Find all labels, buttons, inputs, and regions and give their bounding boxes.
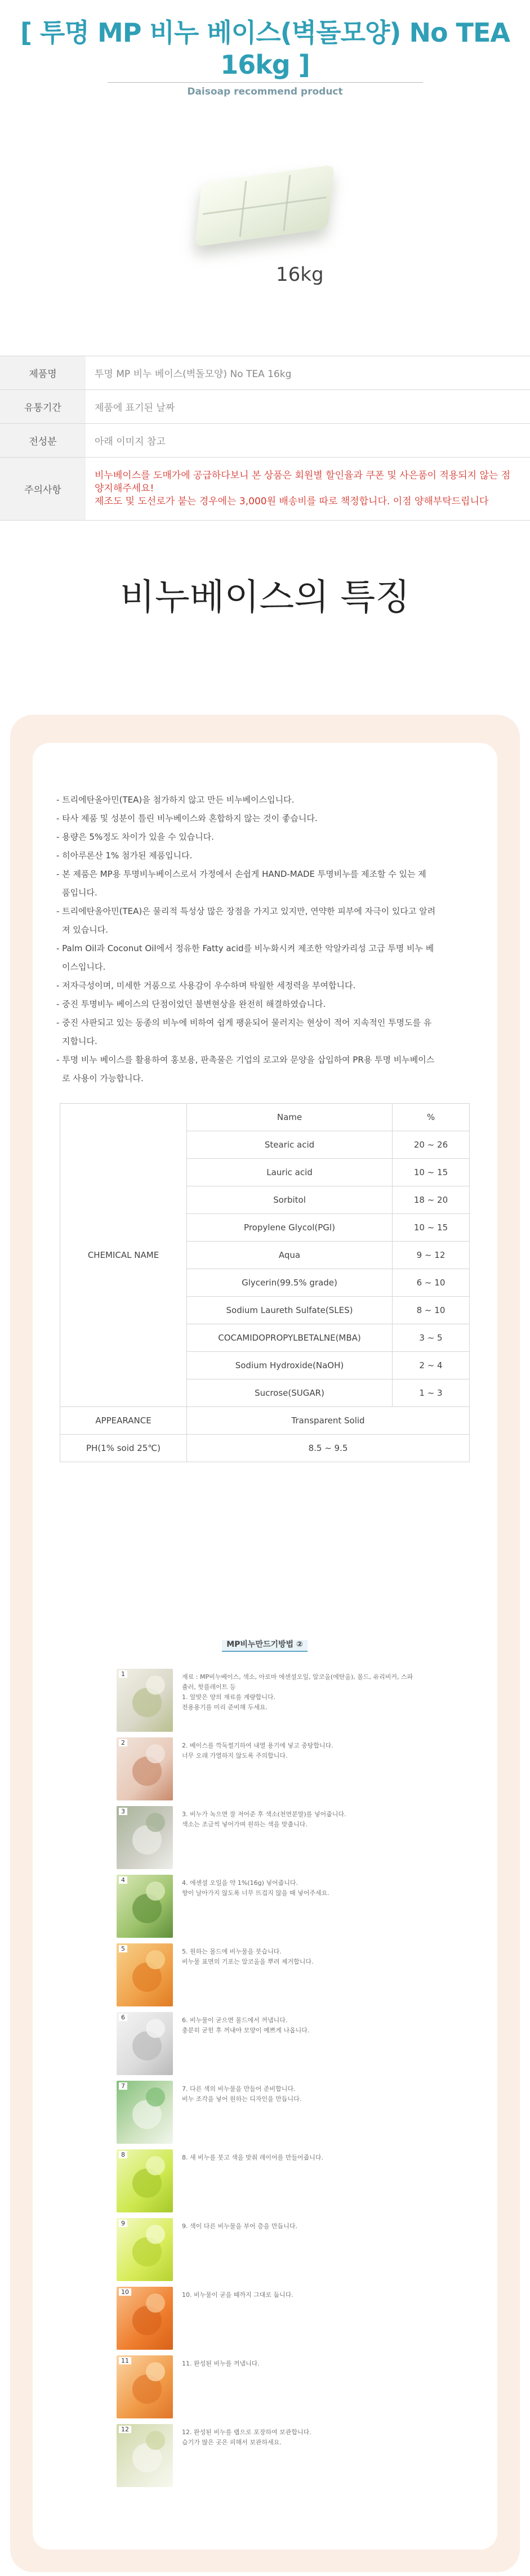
feature-item: 지합니다. — [62, 1036, 97, 1046]
appearance-row — [60, 1407, 470, 1435]
ingredient-name: Sodium Laureth Sulfate(SLES) — [187, 1297, 393, 1324]
step-photo — [117, 2424, 173, 2487]
info-key: 전성분 — [0, 424, 86, 458]
page-title: [ 투명 MP 비누 베이스(벽돌모양) No TEA 16kg ] — [20, 17, 510, 80]
step-description: 11. 완성된 비누를 꺼냅니다. — [182, 2360, 260, 2367]
step-description: 4. 에센셜 오일을 약 1%(16g) 넣어줍니다. 향이 날아가지 않도록 너무 뜨겁지 않을 때 넣어주세요. — [182, 1879, 329, 1897]
step-photo — [117, 1943, 173, 2006]
info-value: 제품에 표기된 날짜 — [86, 390, 530, 424]
ingredient-name: Sorbitol — [187, 1186, 393, 1214]
features-heading: 비누베이스의 특징 — [120, 577, 410, 619]
product-soap-image — [195, 165, 335, 247]
ingredient-pct: 10 ~ 15 — [393, 1159, 470, 1186]
appearance-value: Transparent Solid — [187, 1407, 470, 1435]
step-photo — [117, 1669, 173, 1732]
step-number: 9 — [119, 2220, 127, 2227]
method-title — [207, 1635, 322, 1653]
ingredient-pct: 10 ~ 15 — [393, 1214, 470, 1242]
method-step — [117, 2081, 421, 2144]
step-photo — [117, 2012, 173, 2075]
ingredient-pct: 2 ~ 4 — [393, 1352, 470, 1379]
info-key: 제품명 — [0, 356, 86, 390]
ph-label: PH(1% soid 25℃) — [60, 1435, 187, 1462]
step-photo — [117, 2287, 173, 2350]
step-number: 11 — [119, 2357, 131, 2364]
method-step — [117, 1875, 421, 1938]
appearance-label: APPEARANCE — [60, 1407, 187, 1435]
info-caution-value: 비누베이스를 도매가에 공급하다보니 본 상품은 회원별 할인율과 쿠폰 및 사은품이 적용되지 않는 점 양지해주세요! 제조도 및 도선로가 붙는 경우에는 3,000원 배송비를 따로 책정합니다. 이점 양해부탁드립니다 — [86, 458, 530, 521]
method-step — [117, 2149, 421, 2212]
feature-item: - 타사 제품 및 성분이 틀린 비누베이스와 혼합하지 않는 것이 좋습니다. — [56, 813, 318, 823]
ingredient-pct: 9 ~ 12 — [393, 1242, 470, 1269]
feature-item: - 트리에탄올아민(TEA)을 첨가하지 않고 만든 비누베이스입니다. — [56, 795, 295, 805]
step-number: 12 — [119, 2426, 131, 2433]
feature-item: 품입니다. — [62, 888, 97, 898]
step-number: 5 — [119, 1945, 127, 1952]
ingredient-name: Glycerin(99.5% grade) — [187, 1269, 393, 1297]
method-step — [117, 1806, 421, 1869]
product-weight-label: 16kg — [276, 263, 324, 286]
step-photo — [117, 2355, 173, 2418]
step-number: 10 — [119, 2288, 131, 2296]
ingredient-pct: 3 ~ 5 — [393, 1324, 470, 1352]
step-photo — [117, 1806, 173, 1869]
ingredients-header-row — [60, 1104, 470, 1131]
info-key: 유통기간 — [0, 390, 86, 424]
step-number: 2 — [119, 1739, 127, 1746]
ingredient-pct: 8 ~ 10 — [393, 1297, 470, 1324]
method-step — [117, 2012, 421, 2075]
features-list — [56, 791, 476, 1088]
ingredients-header-pct: % — [393, 1104, 470, 1131]
step-description: 7. 다른 색의 비누물을 만들어 준비합니다. 비누 조각을 넣어 원하는 디자인을 만듭니다. — [182, 2085, 302, 2103]
method-step — [117, 2218, 421, 2281]
step-photo — [117, 1875, 173, 1938]
ingredient-name: Aqua — [187, 1242, 393, 1269]
info-row-expiry — [0, 390, 530, 424]
step-description: 9. 색이 다른 비누물을 부어 층을 만듭니다. — [182, 2223, 297, 2230]
step-description: 8. 새 비누를 붓고 색을 맞춰 레이어를 만들어줍니다. — [182, 2154, 323, 2161]
chemical-name-label: CHEMICAL NAME — [60, 1104, 187, 1407]
method-step — [117, 1737, 421, 1800]
step-description: 10. 비누물이 굳을 때까지 그대로 둡니다. — [182, 2291, 293, 2299]
info-row-name — [0, 356, 530, 390]
ingredient-pct: 1 ~ 3 — [393, 1379, 470, 1407]
feature-item: - 히아루론산 1% 첨가된 제품입니다. — [56, 850, 193, 861]
step-photo — [117, 2081, 173, 2144]
feature-item: 져 있습니다. — [62, 925, 108, 935]
info-row-caution — [0, 458, 530, 521]
step-number: 6 — [119, 2014, 127, 2021]
info-value: 투명 MP 비누 베이스(벽돌모양) No TEA 16kg — [86, 356, 530, 390]
feature-item: - 트리에탄올아민(TEA)은 물리적 특성상 많은 장점을 가지고 있지만, 연약한 피부에 자극이 있다고 알려 — [56, 906, 436, 916]
step-number: 7 — [119, 2082, 127, 2090]
step-photo — [117, 1737, 173, 1800]
page-subtitle: Daisoap recommend product — [108, 82, 423, 97]
step-description: 재료 : MP비누베이스, 색소, 아로마 에센셜오일, 알코올(에탄올), 몰드, 유리비커, 스파츌러, 핫플레이트 등 1. 알맞은 양의 재료를 계량합니다. 전용용기를 미리 준비해 두세요. — [182, 1673, 413, 1711]
step-description: 6. 비누물이 굳으면 몰드에서 꺼냅니다. 충분히 굳힌 후 꺼내야 모양이 예쁘게 나옵니다. — [182, 2017, 310, 2034]
feature-item: - 본 제품은 MP용 투명비누베이스로서 가정에서 손쉽게 HAND-MADE 투명비누를 제조할 수 있는 제 — [56, 869, 426, 879]
product-info-table — [0, 356, 530, 521]
feature-item: - 중진 투명비누 베이스의 단점이었던 불변현상을 완전히 해결하였습니다. — [56, 999, 326, 1009]
step-number: 8 — [119, 2151, 127, 2158]
ph-value: 8.5 ~ 9.5 — [187, 1435, 470, 1462]
info-key: 주의사항 — [0, 458, 86, 521]
ingredient-pct: 6 ~ 10 — [393, 1269, 470, 1297]
method-step — [117, 2287, 421, 2350]
ingredients-header-name: Name — [187, 1104, 393, 1131]
product-image-area — [0, 61, 530, 286]
ingredient-name: Lauric acid — [187, 1159, 393, 1186]
feature-item: 로 사용이 가능합니다. — [62, 1073, 144, 1083]
feature-item: - 투명 비누 베이스를 활용하여 홍보용, 판촉물은 기업의 로고와 문양을 삽입하여 PR용 투명 비누베이스 — [56, 1055, 435, 1065]
feature-item: - 중진 사판되고 있는 동종의 비누에 비하여 쉽게 팽윤되어 물러지는 현상이 적어 지속적인 투명도를 유 — [56, 1018, 432, 1028]
info-value: 아래 이미지 참고 — [86, 424, 530, 458]
ingredients-table — [60, 1103, 470, 1462]
ingredient-name: Sodium Hydroxide(NaOH) — [187, 1352, 393, 1379]
step-number: 1 — [119, 1670, 127, 1678]
feature-item: - 저자극성이며, 미세한 거품으로 사용감이 우수하며 탁월한 세정력을 부여합니다. — [56, 980, 356, 991]
method-title-text: MP비누만드기방법 ② — [222, 1640, 308, 1652]
info-row-ingredients — [0, 424, 530, 458]
step-description: 3. 비누가 녹으면 잘 저어준 후 색소(천연분말)를 넣어줍니다. 색소는 조금씩 넣어가며 원하는 색을 맞춥니다. — [182, 1811, 346, 1828]
ph-row — [60, 1435, 470, 1462]
ingredient-pct: 20 ~ 26 — [393, 1131, 470, 1159]
feature-item: - Palm Oil과 Coconut Oil에서 정유한 Fatty acid를 비누화시켜 제조한 악알카리성 고급 투명 비누 베 — [56, 943, 434, 953]
header — [0, 0, 530, 97]
step-photo — [117, 2149, 173, 2212]
ingredient-name: Propylene Glycol(PGl) — [187, 1214, 393, 1242]
step-description: 5. 원하는 몰드에 비누물을 붓습니다. 비누물 표면의 기포는 알코올을 뿌려 제거합니다. — [182, 1948, 314, 1965]
ingredient-name: COCAMIDOPROPYLBETALNE(MBA) — [187, 1324, 393, 1352]
step-photo — [117, 2218, 173, 2281]
ingredient-name: Stearic acid — [187, 1131, 393, 1159]
method-step — [117, 1669, 421, 1732]
step-number: 3 — [119, 1808, 127, 1815]
method-step — [117, 2424, 421, 2487]
ingredient-pct: 18 ~ 20 — [393, 1186, 470, 1214]
method-step — [117, 1943, 421, 2006]
step-number: 4 — [119, 1876, 127, 1884]
ingredient-name: Sucrose(SUGAR) — [187, 1379, 393, 1407]
step-description: 12. 완성된 비누를 랩으로 포장하여 보관합니다. 습기가 많은 곳은 피해서 보관하세요. — [182, 2429, 311, 2446]
step-description: 2. 베이스를 깍둑썰기하여 내열 용기에 넣고 중탕합니다. 너무 오래 가열하지 않도록 주의합니다. — [182, 1742, 333, 1759]
method-step — [117, 2355, 421, 2418]
feature-item: - 용량은 5%정도 차이가 있을 수 있습니다. — [56, 832, 214, 842]
feature-item: 이스입니다. — [62, 962, 106, 972]
